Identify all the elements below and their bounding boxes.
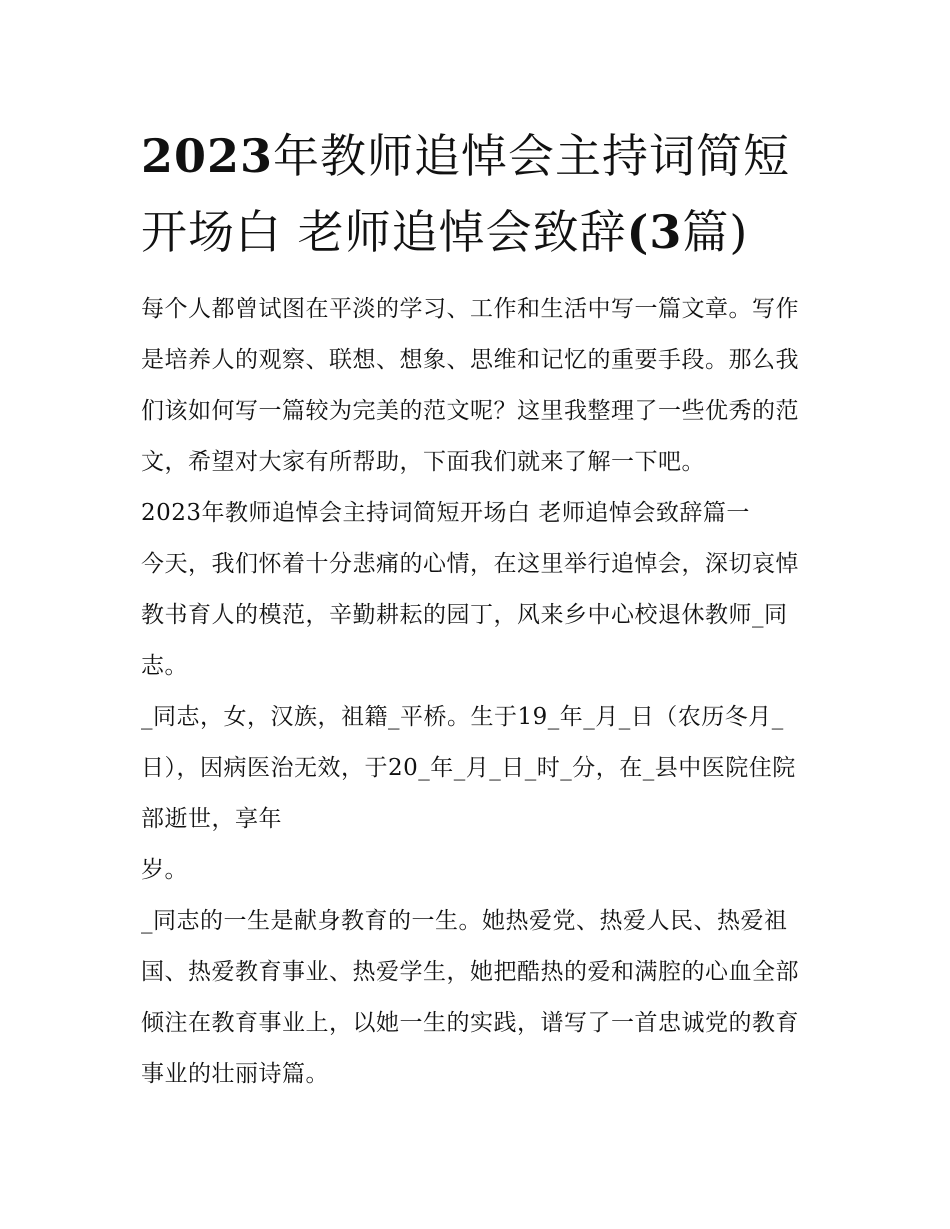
- document-title: [141, 118, 816, 270]
- document-body: [141, 284, 816, 1100]
- title-year: 2023: [141, 129, 274, 183]
- title-count: (3: [626, 205, 683, 259]
- body-paragraph: _同志，女，汉族，祖籍_平桥。生于19_年_月_日（农历冬月_日），因病医治无效，于20_年_月_日_时_分，在_县中医院住院部逝世，享年: [141, 704, 796, 832]
- title-line2-text: 开场白 老师追悼会致辞: [141, 205, 627, 259]
- body-paragraph: 今天，我们怀着十分悲痛的心情，在这里举行追悼会，深切哀悼教书育人的模范，辛勤耕耘的园丁，风来乡中心校退休教师_同志。: [141, 551, 799, 679]
- title-line1-text: 年教师追悼会主持词简短: [273, 129, 791, 183]
- section-heading: 2023年教师追悼会主持词简短开场白 老师追悼会致辞篇一: [141, 500, 750, 526]
- document-page: [141, 118, 816, 1100]
- body-paragraph: _同志的一生是献身教育的一生。她热爱党、热爱人民、热爱祖国、热爱教育事业、热爱学生，她把酷热的爱和满腔的心血全部倾注在教育事业上，以她一生的实践，谱写了一首忠诚党的教育事业的壮丽诗篇。: [141, 908, 799, 1087]
- body-paragraph: 岁。: [141, 857, 188, 883]
- title-line2-suffix: 篇): [682, 205, 749, 259]
- intro-paragraph: 每个人都曾试图在平淡的学习、工作和生活中写一篇文章。写作是培养人的观察、联想、想象、思维和记忆的重要手段。那么我们该如何写一篇较为完美的范文呢？这里我整理了一些优秀的范文，希望对大家有所帮助，下面我们就来了解一下吧。: [141, 296, 799, 475]
